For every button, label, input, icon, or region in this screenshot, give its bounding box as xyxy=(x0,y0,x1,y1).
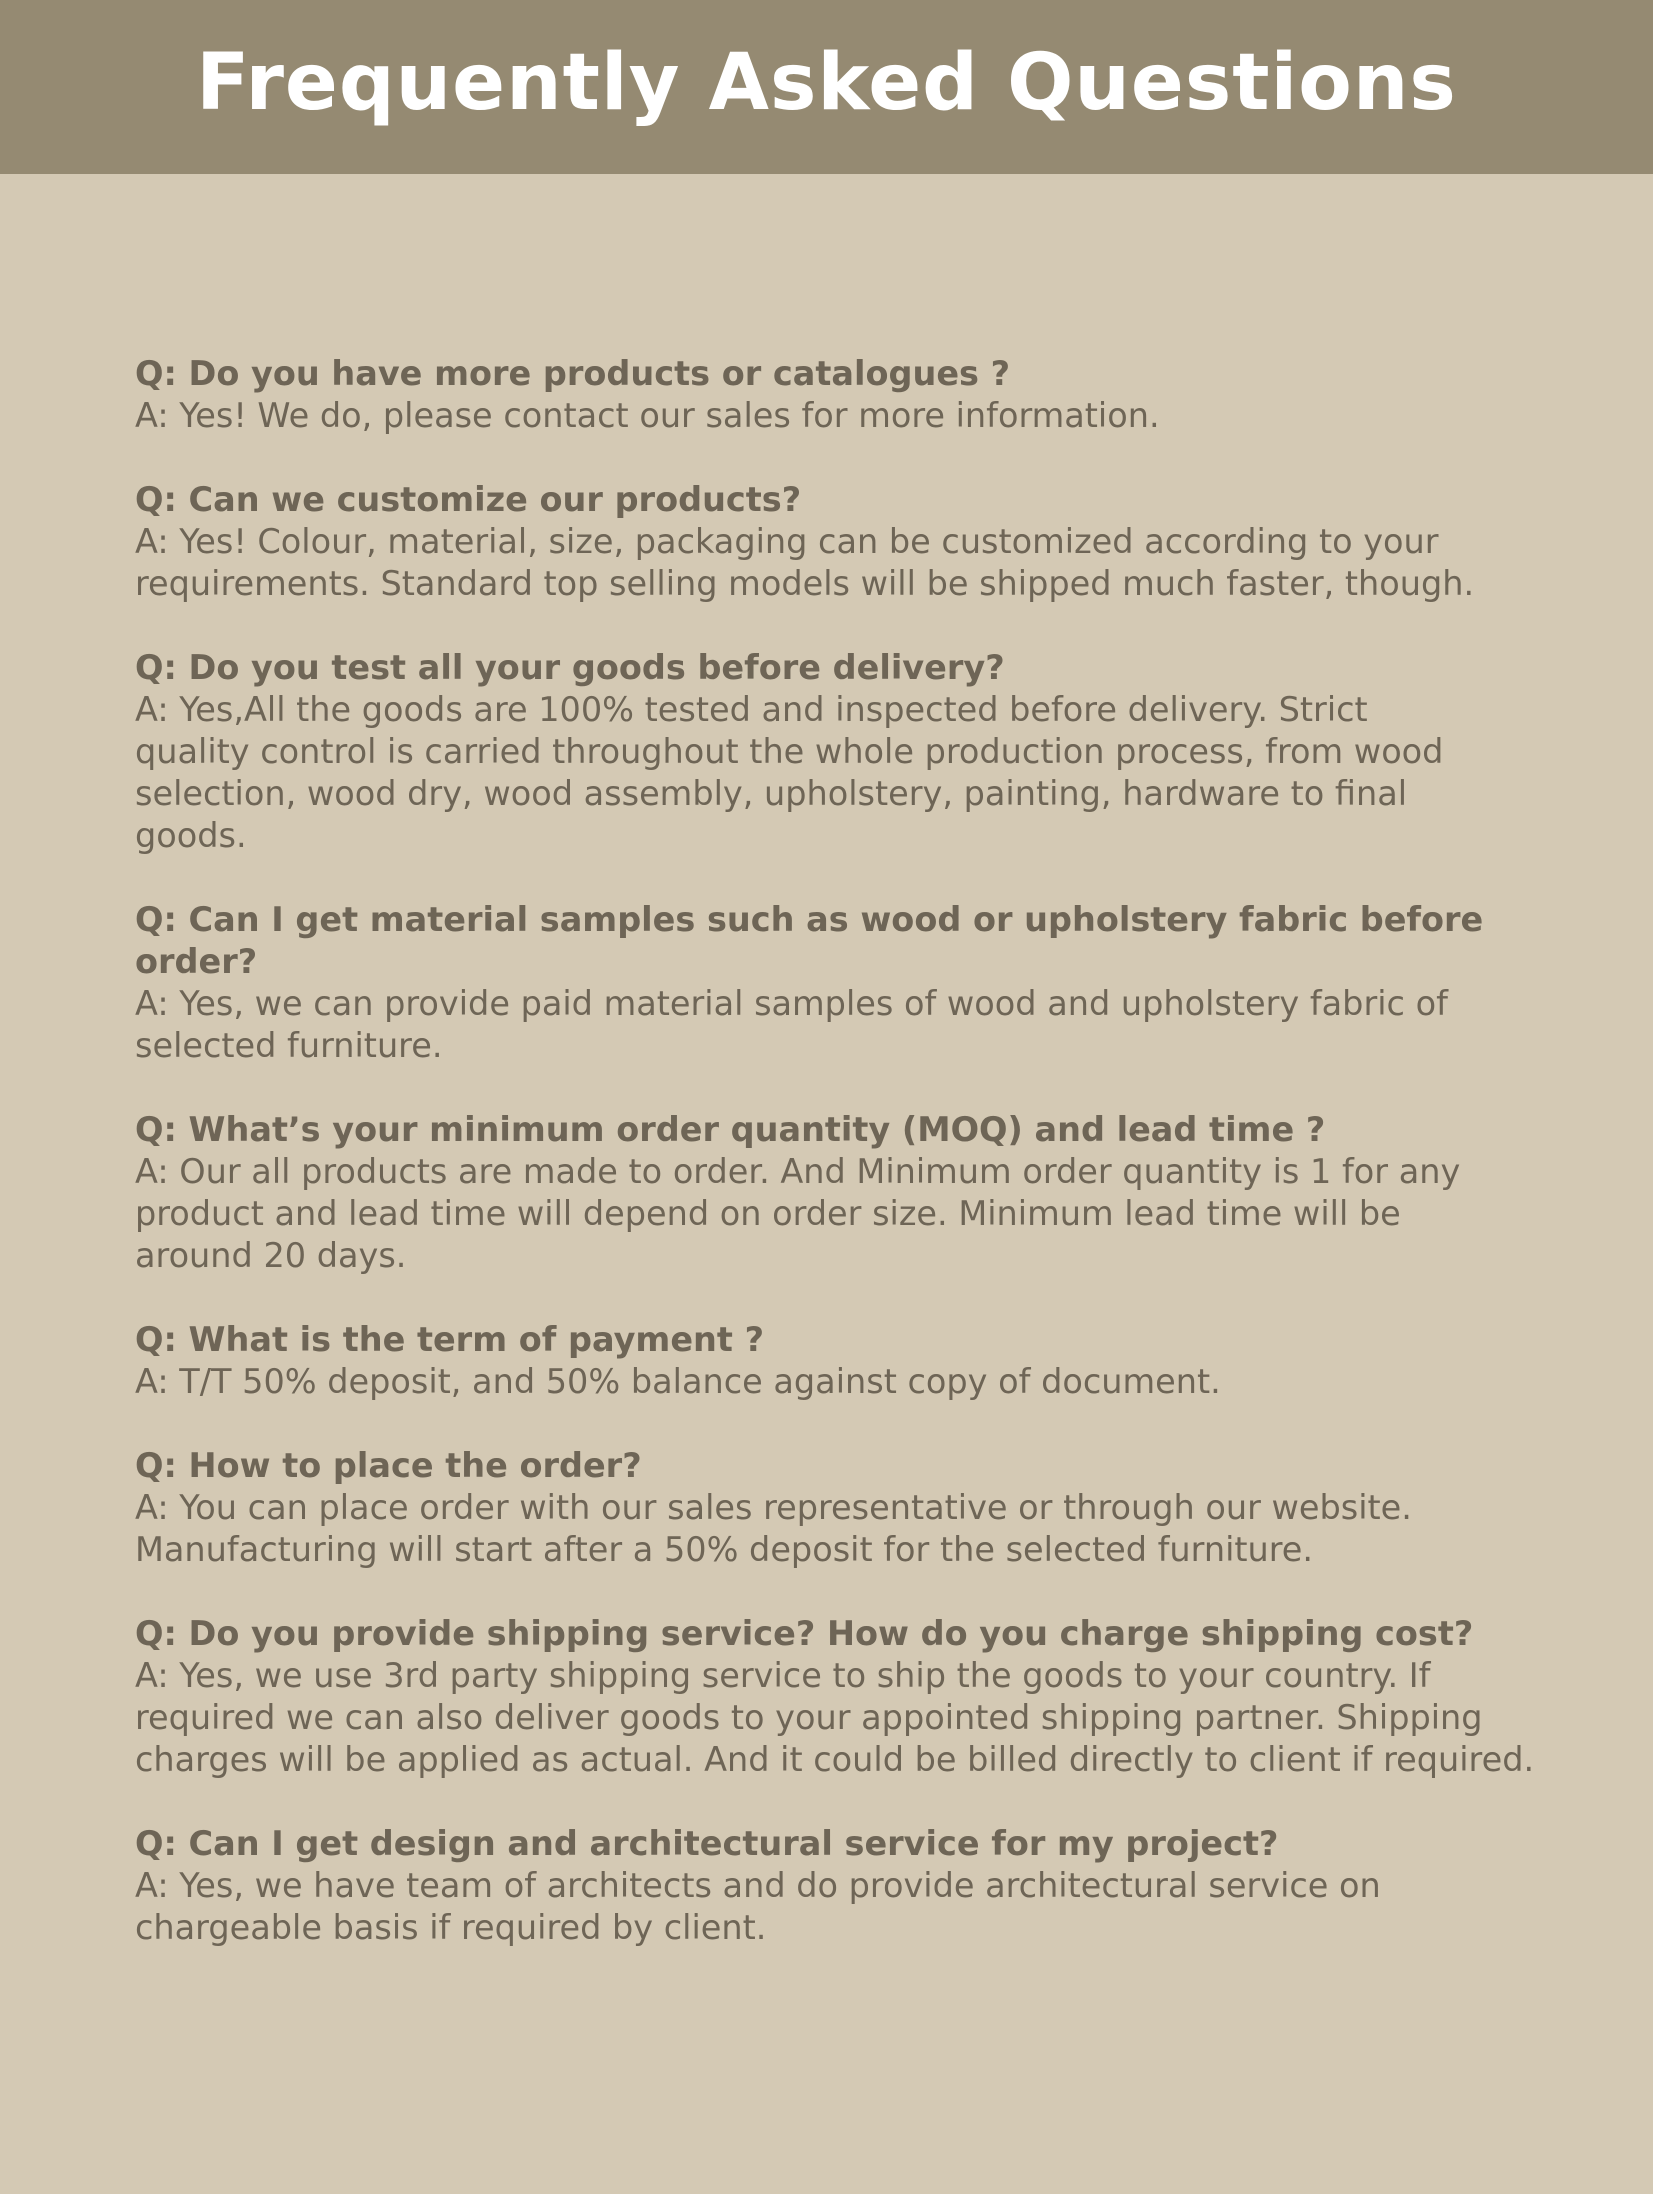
faq-question: Q: Do you have more products or catalogues ? xyxy=(135,354,1011,393)
faq-item xyxy=(135,1613,1635,1781)
faq-question: Q: Can I get design and architectural service for my project? xyxy=(135,1824,1279,1863)
faq-question: Q: Do you test all your goods before delivery? xyxy=(135,648,1005,687)
faq-list xyxy=(135,353,1635,1991)
faq-item xyxy=(135,1823,1635,1949)
faq-answer: A: Yes,All the goods are 100% tested and inspected before delivery. Strict quality control is carried throughout the whole production process, from wood selection, wood dry, wood assembly, upholstery, painting, hardware to final goods. xyxy=(135,690,1444,855)
faq-question: Q: Can I get material samples such as wood or upholstery fabric before order? xyxy=(135,900,1484,981)
faq-answer: A: Yes! Colour, material, size, packaging can be customized according to your requirements. Standard top selling models will be shipped much faster, though. xyxy=(135,522,1475,603)
faq-item xyxy=(135,1319,1635,1403)
faq-answer: A: T/T 50% deposit, and 50% balance against copy of document. xyxy=(135,1362,1221,1401)
faq-answer: A: Yes, we use 3rd party shipping service to ship the goods to your country. If required we can also deliver goods to your appointed shipping partner. Shipping charges will be applied as actual. And it could be billed directly to client if required. xyxy=(135,1656,1535,1779)
faq-item xyxy=(135,899,1635,1067)
faq-answer: A: You can place order with our sales representative or through our website. Manufacturing will start after a 50% deposit for the selected furniture. xyxy=(135,1488,1412,1569)
page-title: Frequently Asked Questions xyxy=(196,38,1457,128)
faq-answer: A: Our all products are made to order. And Minimum order quantity is 1 for any product and lead time will depend on order size. Minimum lead time will be around 20 days. xyxy=(135,1152,1461,1275)
faq-answer: A: Yes! We do, please contact our sales for more information. xyxy=(135,396,1160,435)
faq-answer: A: Yes, we can provide paid material samples of wood and upholstery fabric of selected furniture. xyxy=(135,984,1448,1065)
faq-item xyxy=(135,1445,1635,1571)
header-banner xyxy=(0,0,1653,174)
faq-item xyxy=(135,1109,1635,1277)
faq-item xyxy=(135,353,1635,437)
faq-question: Q: What is the term of payment ? xyxy=(135,1320,765,1359)
faq-question: Q: What’s your minimum order quantity (MOQ) and lead time ? xyxy=(135,1110,1326,1149)
faq-question: Q: How to place the order? xyxy=(135,1446,642,1485)
faq-question: Q: Do you provide shipping service? How do you charge shipping cost? xyxy=(135,1614,1474,1653)
faq-item xyxy=(135,647,1635,857)
faq-question: Q: Can we customize our products? xyxy=(135,480,802,519)
faq-item xyxy=(135,479,1635,605)
faq-answer: A: Yes, we have team of architects and do provide architectural service on chargeable basis if required by client. xyxy=(135,1866,1381,1947)
